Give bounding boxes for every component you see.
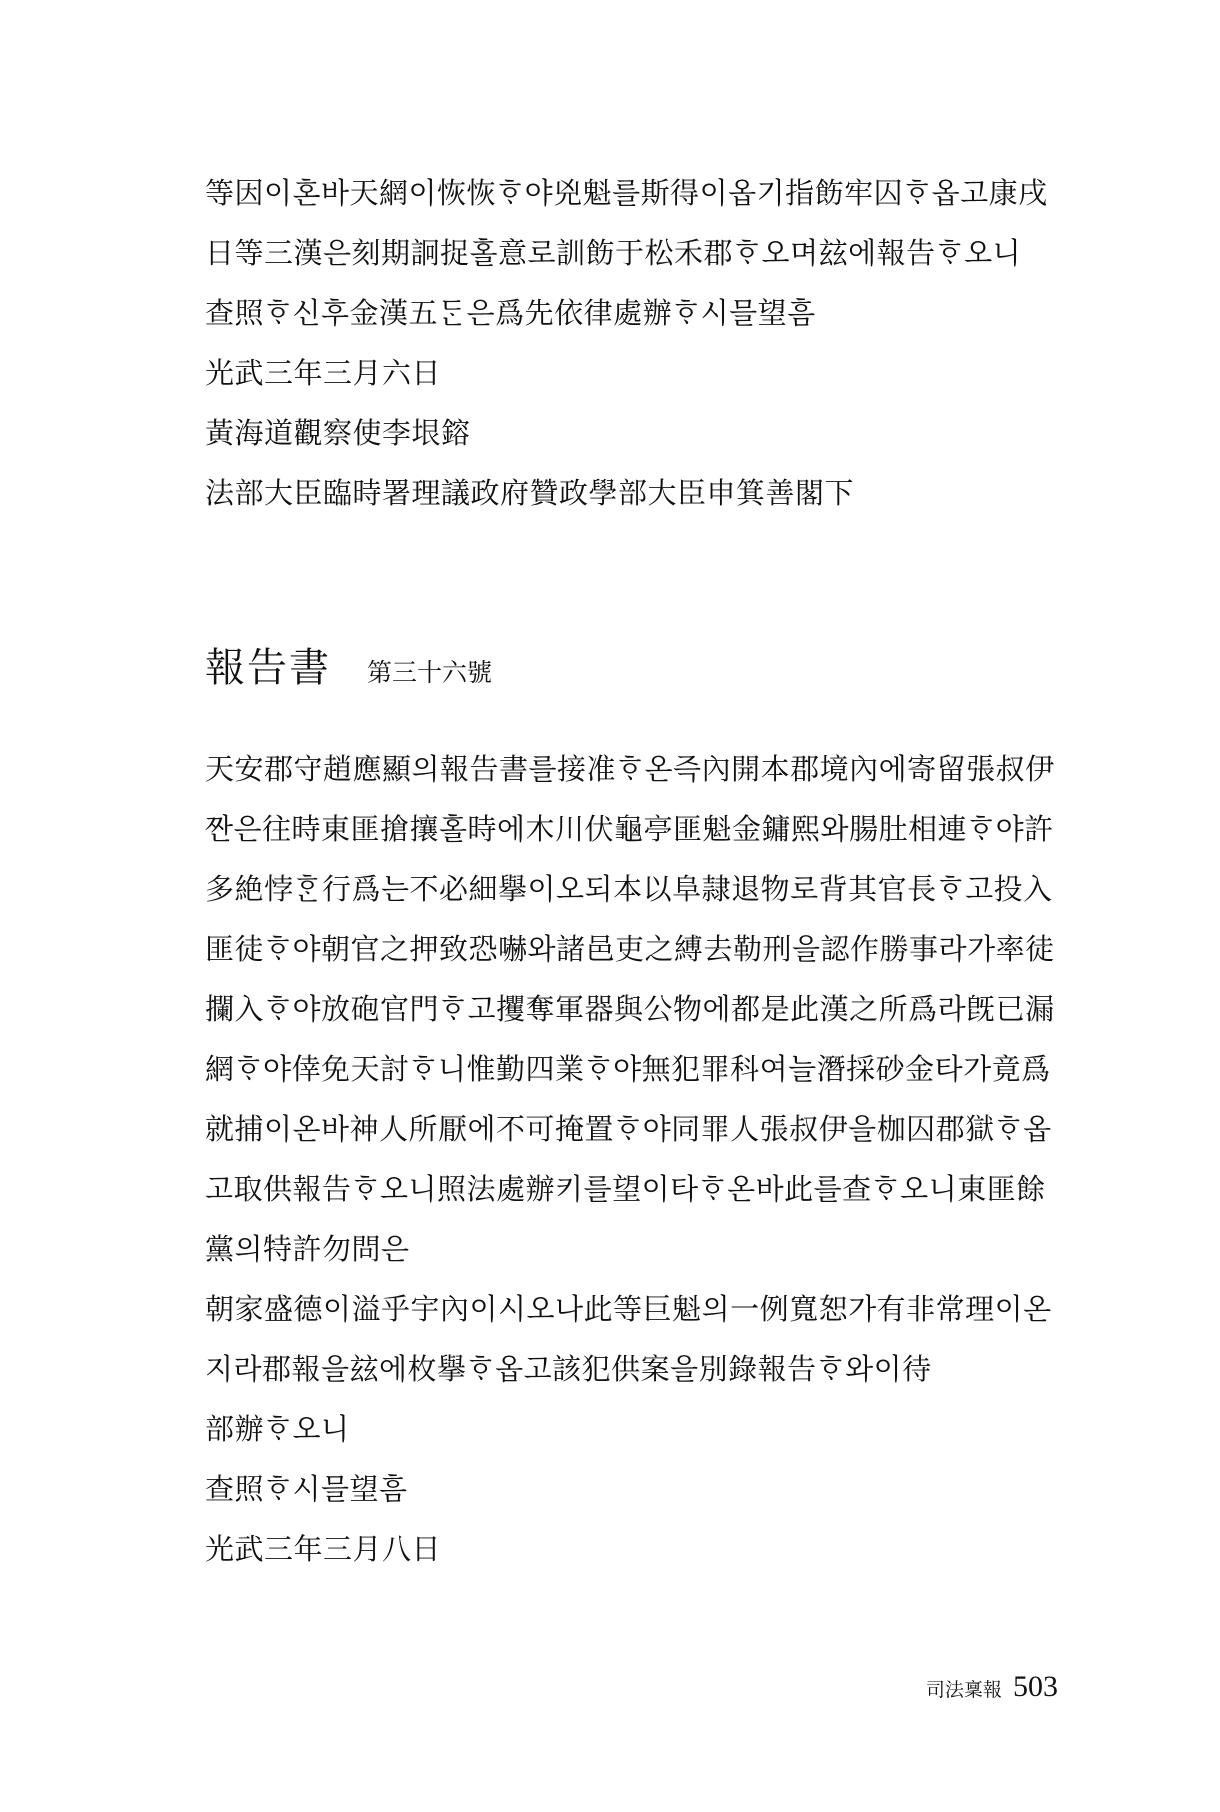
text-line: 黨의特許勿問은 (205, 1232, 410, 1266)
text-line: 匪徒ᄒᆞ야朝官之押致恐嚇와諸邑吏之縛去勒刑을認作勝事라가率徒 (205, 932, 1055, 966)
report-heading (205, 638, 1055, 698)
text-line: 天安郡守趙應顯의報告書를接准ᄒᆞ온즉內開本郡境內에寄留張叔伊 (205, 752, 1055, 786)
text-line: 攔入ᄒᆞ야放砲官門ᄒᆞ고攫奪軍器與公物에都是此漢之所爲라旣已漏 (205, 992, 1055, 1026)
report-number: 第三十六號 (367, 658, 493, 687)
text-line: 部辦ᄒᆞ오니 (205, 1412, 350, 1446)
text-line: 日等三漢은刻期詗捉홀意로訓飭于松禾郡ᄒᆞ오며玆에報告ᄒᆞ오니 (205, 236, 1022, 270)
report-date: 光武三年三月八日 (205, 1532, 442, 1566)
report-date: 光武三年三月六日 (205, 356, 442, 390)
journal-name: 司法稟報 (925, 1679, 1002, 1701)
report-body (205, 739, 1055, 1579)
previous-report-ending (205, 163, 1055, 523)
text-line: 多絶悖ᄒᆞᆫ行爲는不必細擧이오되本以阜隷退物로背其官長ᄒᆞ고投入 (205, 872, 1053, 906)
report-title: 報告書 (205, 645, 331, 691)
text-line: 고取供報告ᄒᆞ오니照法處辦키를望이타ᄒᆞ온바此를查ᄒᆞ오니東匪餘 (205, 1172, 1046, 1206)
text-line: 지라郡報을玆에枚擧ᄒᆞ옵고該犯供案을別錄報告ᄒᆞ와이待 (205, 1352, 932, 1386)
sender: 黃海道觀察使李垠鎔 (205, 416, 471, 450)
text-line: 網ᄒᆞ야倖免天討ᄒᆞ니惟勤四業ᄒᆞ야無犯罪科여늘潛採砂金타가竟爲 (205, 1052, 1051, 1086)
text-line: 查照ᄒᆞ신후金漢五ᄃᆞᆫ은爲先依律處辦ᄒᆞ시믈望흠 (205, 296, 816, 330)
text-line: 查照ᄒᆞ시믈望흠 (205, 1472, 408, 1506)
recipient: 法部大臣臨時署理議政府贊政學部大臣申箕善閣下 (205, 476, 855, 510)
text-line: 짠은往時東匪搶攘홀時에木川伏龜亭匪魁金鏞熙와腸肚相連ᄒᆞ야許 (205, 812, 1054, 846)
page-number: 503 (1013, 1670, 1058, 1703)
text-line: 等因이혼바天網이恢恢ᄒᆞ야兇魁를斯得이옵기指飭牢囚ᄒᆞ옵고康戌 (205, 176, 1048, 210)
page-footer (926, 1667, 1058, 1707)
text-line: 朝家盛德이溢乎宇內이시오나此等巨魁의一例寬恕가有非常理이온 (205, 1292, 1052, 1326)
text-line: 就捕이온바神人所厭에不可掩置ᄒᆞ야同罪人張叔伊을枷囚郡獄ᄒᆞ옵 (205, 1112, 1052, 1146)
